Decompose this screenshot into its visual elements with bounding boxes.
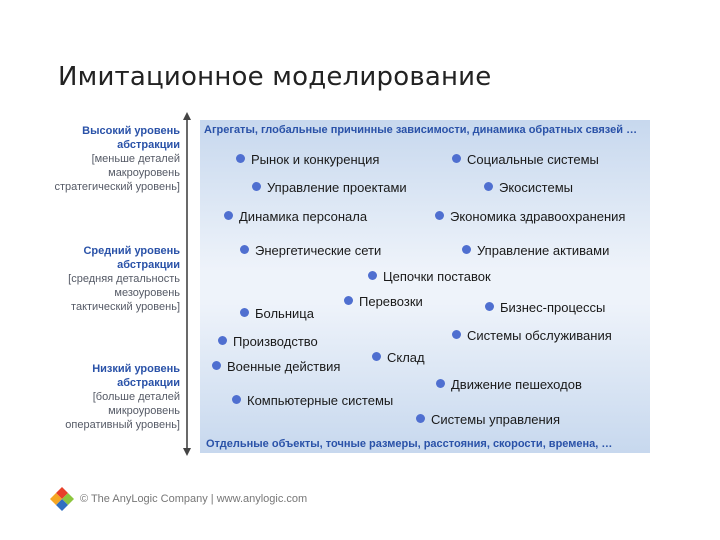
level-low [15, 362, 180, 432]
bullet-dot-icon [344, 296, 353, 305]
abstraction-axis-arrow [183, 112, 191, 456]
list-item: Военные действия [212, 359, 340, 375]
level-description: тактический уровень] [71, 301, 180, 313]
copyright-text: © The AnyLogic Company | www.anylogic.com [80, 493, 308, 505]
bullet-dot-icon [416, 414, 425, 423]
level-title: абстракции [117, 139, 180, 151]
list-item: Управление проектами [252, 180, 407, 196]
footer [48, 484, 307, 514]
simulation-applications-panel [200, 120, 650, 453]
bullet-dot-icon [436, 379, 445, 388]
bullet-dot-icon [368, 271, 377, 280]
level-description: стратегический уровень] [54, 181, 180, 193]
list-item: Экосистемы [484, 180, 573, 196]
list-item: Движение пешеходов [436, 377, 582, 393]
level-high [15, 124, 180, 194]
level-description: [больше деталей [92, 391, 180, 403]
level-title: абстракции [117, 377, 180, 389]
level-title: абстракции [117, 259, 180, 271]
list-item: Системы управления [416, 412, 560, 428]
bullet-dot-icon [462, 245, 471, 254]
list-item: Перевозки [344, 294, 423, 310]
slide-title: Имитационное моделирование [58, 62, 492, 92]
list-item: Динамика персонала [224, 209, 367, 225]
level-description: макроуровень [108, 167, 180, 179]
list-item: Рынок и конкуренция [236, 152, 379, 168]
level-description: [меньше деталей [91, 153, 180, 165]
list-item: Управление активами [462, 243, 609, 259]
bullet-dot-icon [224, 211, 233, 220]
bullet-dot-icon [236, 154, 245, 163]
list-item: Энергетические сети [240, 243, 381, 259]
bullet-dot-icon [232, 395, 241, 404]
level-title: Средний уровень [83, 245, 180, 257]
list-item: Склад [372, 350, 425, 366]
panel-bottom-caption: Отдельные объекты, точные размеры, расстояния, скорости, времена, … [206, 438, 613, 450]
list-item: Системы обслуживания [452, 328, 612, 344]
bullet-dot-icon [240, 245, 249, 254]
panel-top-caption: Агрегаты, глобальные причинные зависимости, динамика обратных связей … [204, 124, 638, 136]
level-description: мезоуровень [114, 287, 180, 299]
bullet-dot-icon [212, 361, 221, 370]
bullet-dot-icon [218, 336, 227, 345]
list-item: Компьютерные системы [232, 393, 393, 409]
list-item: Цепочки поставок [368, 269, 491, 285]
level-description: оперативный уровень] [65, 419, 180, 431]
level-title: Низкий уровень [92, 363, 180, 375]
list-item: Экономика здравоохранения [435, 209, 625, 225]
bullet-dot-icon [435, 211, 444, 220]
level-title: Высокий уровень [82, 125, 180, 137]
bullet-dot-icon [452, 330, 461, 339]
bullet-dot-icon [484, 182, 493, 191]
level-medium [15, 244, 180, 314]
bullet-dot-icon [452, 154, 461, 163]
list-item: Производство [218, 334, 318, 350]
list-item: Больница [240, 306, 314, 322]
bullet-dot-icon [252, 182, 261, 191]
bullet-dot-icon [240, 308, 249, 317]
abstraction-levels [20, 0, 180, 540]
list-item: Социальные системы [452, 152, 599, 168]
level-description: [средняя детальность [68, 273, 180, 285]
bullet-dot-icon [372, 352, 381, 361]
list-item: Бизнес-процессы [485, 300, 605, 316]
bullet-dot-icon [485, 302, 494, 311]
anylogic-logo-icon [48, 485, 76, 513]
level-description: микроуровень [108, 405, 180, 417]
